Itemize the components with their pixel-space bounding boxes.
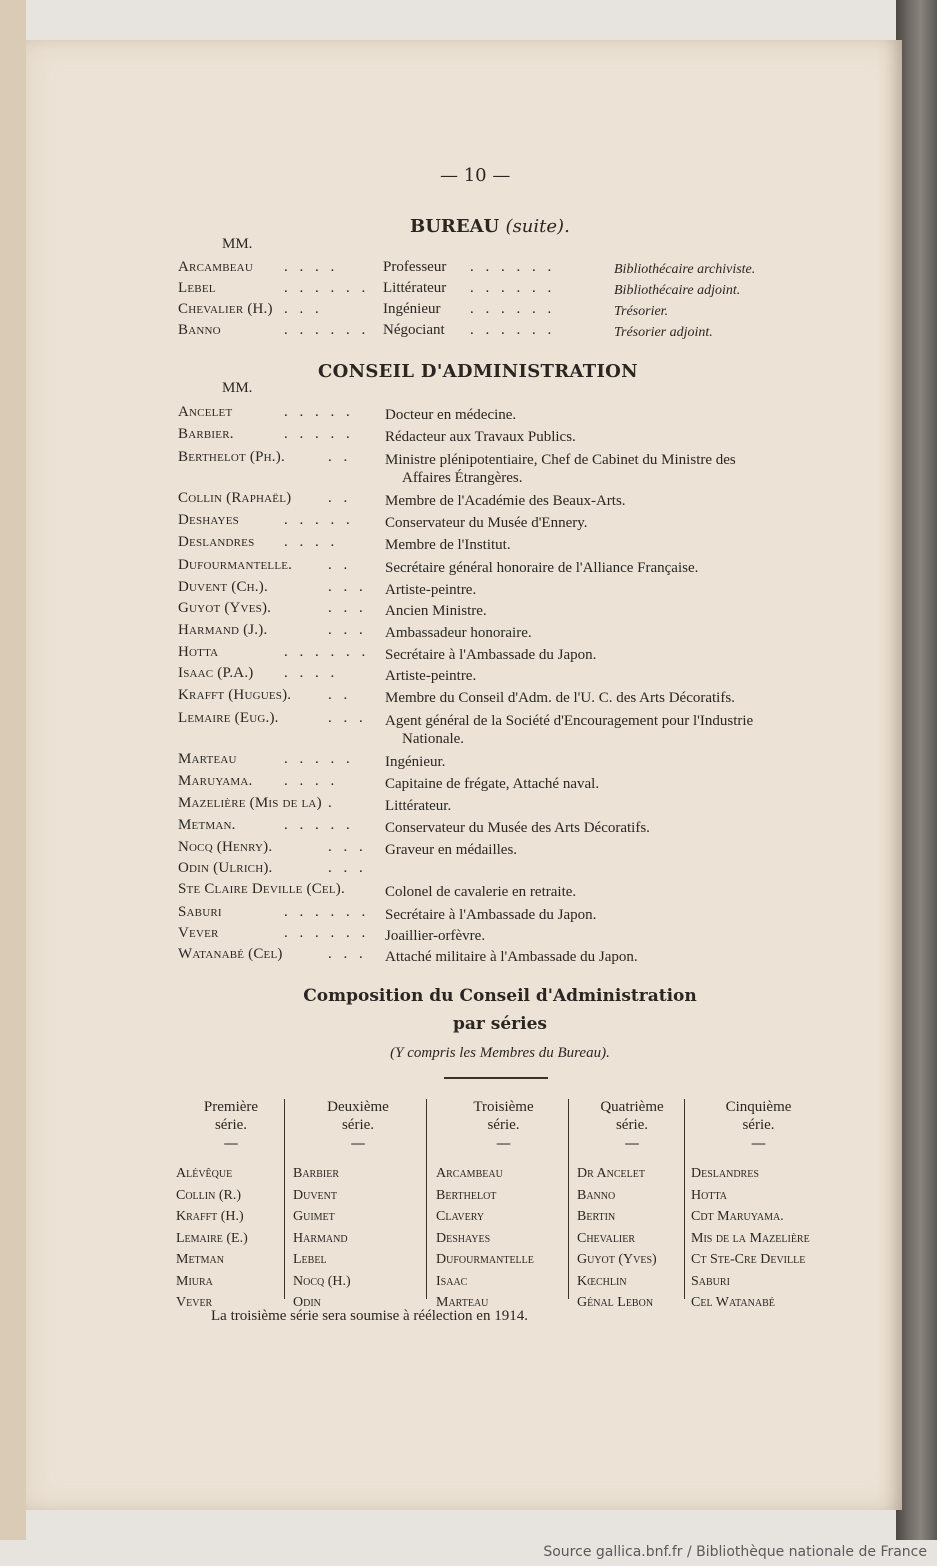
bureau-title-suffix: (suite). [505,216,570,237]
footer-note: La troisième série sera soumise à réélection en 1914. [211,1308,528,1324]
conseil-member-description: Secrétaire général honoraire de l'Alliance Française. [385,560,699,576]
series-member: Chevalier [577,1230,636,1246]
conseil-member-description: Ingénieur. [385,754,446,770]
series-member: Mis de la Mazelière [691,1230,810,1246]
series-header-line1: Première [203,1099,259,1115]
conseil-member-description: Graveur en médailles. [385,842,518,858]
series-member-list [293,1166,423,1317]
series-header-line2: série. [615,1117,649,1133]
bureau-member-name: Chevalier (H.) [178,301,273,317]
series-column-divider [684,1099,685,1299]
conseil-member-leader: . . [328,490,352,506]
series-member: Deslandres [691,1166,759,1181]
series-header-line1: Quatrième [600,1099,664,1115]
bureau-member-role: Bibliothécaire adjoint. [614,283,741,298]
scan-gutter [896,0,937,1540]
conseil-member-description: Secrétaire à l'Ambassade du Japon. [385,907,597,923]
series-member: Génal Lebon [577,1295,654,1310]
series-header-line2: série. [487,1117,520,1133]
series-member: Metman [176,1252,224,1267]
series-column-divider [284,1099,285,1299]
series-header-line1: Troisième [473,1099,534,1115]
conseil-member-leader: . . . . . [284,751,354,767]
conseil-member-description: Ministre plénipotentiaire, Chef de Cabinet du Ministre des [385,452,736,468]
conseil-member-description: Membre de l'Académie des Beaux-Arts. [385,493,626,509]
series-member: Lemaire (E.) [176,1230,248,1246]
series-member: Saburi [691,1273,730,1289]
series-member: Berthelot [436,1187,497,1203]
bureau-member-leader: . . . [284,301,323,317]
conseil-member-description: Conservateur du Musée d'Ennery. [385,515,588,531]
conseil-member-description: Docteur en médecine. [385,407,517,423]
series-member: Marteau [436,1295,489,1310]
series-member: Harmand [293,1230,348,1246]
series-header-dash: — [496,1134,511,1152]
composition-title-line2: par séries [453,1014,547,1034]
conseil-member-leader: . . . . . [284,817,354,833]
series-member: Hotta [691,1187,727,1203]
conseil-member-name: Guyot (Yves). [178,600,272,616]
bureau-member-leader: . . . . [284,259,339,275]
series-header-line2: série. [214,1117,248,1133]
conseil-member-leader: . . . [328,839,367,855]
conseil-member-name: Watanabé (Cel) [178,946,283,962]
series-member: Alévêque [176,1166,233,1181]
series-header-dash: — [223,1134,239,1152]
source-attribution: Source gallica.bnf.fr / Bibliothèque nationale de France [543,1544,927,1560]
conseil-member-description: Secrétaire à l'Ambassade du Japon. [385,647,597,663]
conseil-member-description: Membre de l'Institut. [385,537,511,553]
series-header-line1: Cinquième [725,1099,792,1115]
conseil-member-leader: . . . . . . [284,644,370,660]
conseil-member-name: Berthelot (Ph.). [178,449,285,465]
series-column [577,1098,687,1317]
series-header-line2: série. [341,1117,375,1133]
series-member: Collin (R.) [176,1187,241,1203]
series-member: Duvent [293,1187,337,1203]
series-member: Barbier [293,1166,340,1181]
conseil-member-name: Collin (Raphaël) [178,490,292,506]
conseil-member-leader: . . [328,557,352,573]
series-member: Clavery [436,1209,485,1224]
conseil-member-name: Deshayes [178,512,239,528]
series-member: Isaac [436,1273,468,1289]
conseil-member-name: Nocq (Henry). [178,839,273,855]
series-header-dash: — [624,1134,640,1152]
conseil-member-leader: . . . . [284,534,339,550]
series-member: Kœchlin [577,1273,627,1289]
conseil-member-description: Conservateur du Musée des Arts Décoratifs. [385,820,650,836]
bureau-member-name: Lebel [178,280,216,296]
series-member: Banno [577,1187,616,1203]
conseil-member-name: Barbier. [178,426,234,442]
conseil-member-name: Isaac (P.A.) [178,665,254,681]
conseil-member-leader: . . . . [284,773,339,789]
conseil-member-description: Artiste-peintre. [385,668,477,684]
conseil-member-name: Vever [178,925,219,941]
series-member: Ct Ste-Cre Deville [691,1252,806,1267]
bureau-member-role: Bibliothécaire archiviste. [614,262,756,277]
series-column [176,1098,286,1317]
composition-title-line1: Composition du Conseil d'Administration [303,986,697,1006]
bureau-member-profession: Ingénieur [383,301,441,317]
series-member: Cdt Maruyama. [691,1209,784,1224]
conseil-member-description-cont: Affaires Étrangères. [402,470,523,486]
conseil-member-name: Krafft (Hugues). [178,687,292,703]
series-header-line2: série. [742,1117,775,1133]
conseil-member-name: Ste Claire Deville (Cel). [178,881,345,897]
series-member: Miura [176,1273,213,1289]
conseil-member-name: Deslandres [178,534,255,550]
bureau-profession-leader: . . . . . . [470,280,556,296]
conseil-member-name: Ancelet [178,404,233,420]
series-member-list [577,1166,687,1317]
conseil-member-description: Agent général de la Société d'Encouragement pour l'Industrie [385,713,754,729]
series-member: Arcambeau [436,1166,503,1181]
conseil-member-description: Artiste-peintre. [385,582,477,598]
conseil-member-name: Mazelière (Mis de la) [178,795,322,811]
scan-border-left [0,0,26,1540]
conseil-member-name: Saburi [178,904,222,920]
conseil-member-leader: . . . [328,579,367,595]
series-member: Dr Ancelet [577,1166,645,1181]
conseil-member-leader: . . . . . . [284,925,370,941]
conseil-member-description: Capitaine de frégate, Attaché naval. [385,776,600,792]
bureau-title: BUREAU [410,216,500,237]
bureau-profession-leader: . . . . . . [470,301,556,317]
conseil-member-name: Marteau [178,751,237,767]
conseil-member-description-cont: Nationale. [402,731,465,747]
page-number: — 10 — [440,165,511,186]
conseil-member-name: Hotta [178,644,219,660]
series-member: Guyot (Yves) [577,1252,657,1267]
conseil-member-description: Ancien Ministre. [385,603,487,619]
series-member: Lebel [293,1252,327,1267]
conseil-member-description: Attaché militaire à l'Ambassade du Japon. [385,949,638,965]
conseil-member-leader: . . . . . [284,512,354,528]
conseil-member-leader: . . . [328,860,367,876]
bureau-member-profession: Littérateur [383,280,447,296]
conseil-member-leader: . . [328,449,352,465]
conseil-member-name: Duvent (Ch.). [178,579,268,595]
series-column [436,1098,571,1317]
conseil-member-leader: . . . . . [284,404,354,420]
conseil-member-description: Joaillier-orfèvre. [385,928,486,944]
series-member: Deshayes [436,1230,491,1246]
conseil-member-leader: . . [328,687,352,703]
conseil-member-leader: . . . [328,600,367,616]
bureau-member-profession: Négociant [383,322,445,338]
series-member: Vever [176,1295,213,1310]
series-member: Nocq (H.) [293,1273,351,1289]
composition-divider [444,1077,548,1079]
conseil-member-leader: . . . . . [284,426,354,442]
conseil-member-name: Metman. [178,817,236,833]
series-column [691,1098,826,1317]
conseil-member-leader: . . . [328,622,367,638]
series-member: Guimet [293,1209,335,1224]
bureau-member-role: Trésorier adjoint. [614,325,713,340]
series-member-list [176,1166,286,1317]
conseil-member-name: Odin (Ulrich). [178,860,273,876]
conseil-member-leader: . . . [328,946,367,962]
conseil-member-leader: . [328,795,336,811]
conseil-member-name: Dufourmantelle. [178,557,293,573]
bureau-heading [410,216,570,237]
bureau-profession-leader: . . . . . . [470,322,556,338]
bureau-member-leader: . . . . . . [284,322,370,338]
conseil-member-leader: . . . . . . [284,904,370,920]
series-header-line1: Deuxième [327,1099,389,1115]
series-header-dash: — [751,1134,766,1152]
series-column-divider [426,1099,427,1299]
series-header-dash: — [350,1134,366,1152]
series-member-list [691,1166,826,1317]
conseil-member-description: Ambassadeur honoraire. [385,625,532,641]
conseil-member-name: Maruyama. [178,773,253,789]
bureau-mm: MM. [222,236,253,252]
conseil-heading: CONSEIL D'ADMINISTRATION [318,361,638,382]
bureau-member-role: Trésorier. [614,304,669,319]
bureau-member-name: Banno [178,322,221,338]
series-member: Krafft (H.) [176,1209,244,1224]
conseil-member-description: Littérateur. [385,798,452,814]
series-column-divider [568,1099,569,1299]
composition-subtitle: (Y compris les Membres du Bureau). [390,1045,610,1061]
conseil-mm: MM. [222,380,253,396]
conseil-member-description: Colonel de cavalerie en retraite. [385,884,577,900]
bureau-member-profession: Professeur [383,259,447,275]
conseil-member-description: Membre du Conseil d'Adm. de l'U. C. des Arts Décoratifs. [385,690,735,706]
series-member: Odin [293,1295,321,1310]
series-member: Dufourmantelle [436,1252,534,1267]
series-column [293,1098,423,1317]
conseil-member-name: Harmand (J.). [178,622,268,638]
bureau-member-name: Arcambeau [178,259,253,275]
conseil-member-description: Rédacteur aux Travaux Publics. [385,429,576,445]
series-member-list [436,1166,571,1317]
series-member: Cel Watanabé [691,1295,775,1310]
bureau-member-leader: . . . . . . [284,280,370,296]
conseil-member-leader: . . . [328,710,367,726]
series-member: Bertin [577,1209,616,1224]
conseil-member-name: Lemaire (Eug.). [178,710,279,726]
bureau-profession-leader: . . . . . . [470,259,556,275]
conseil-member-leader: . . . . [284,665,339,681]
